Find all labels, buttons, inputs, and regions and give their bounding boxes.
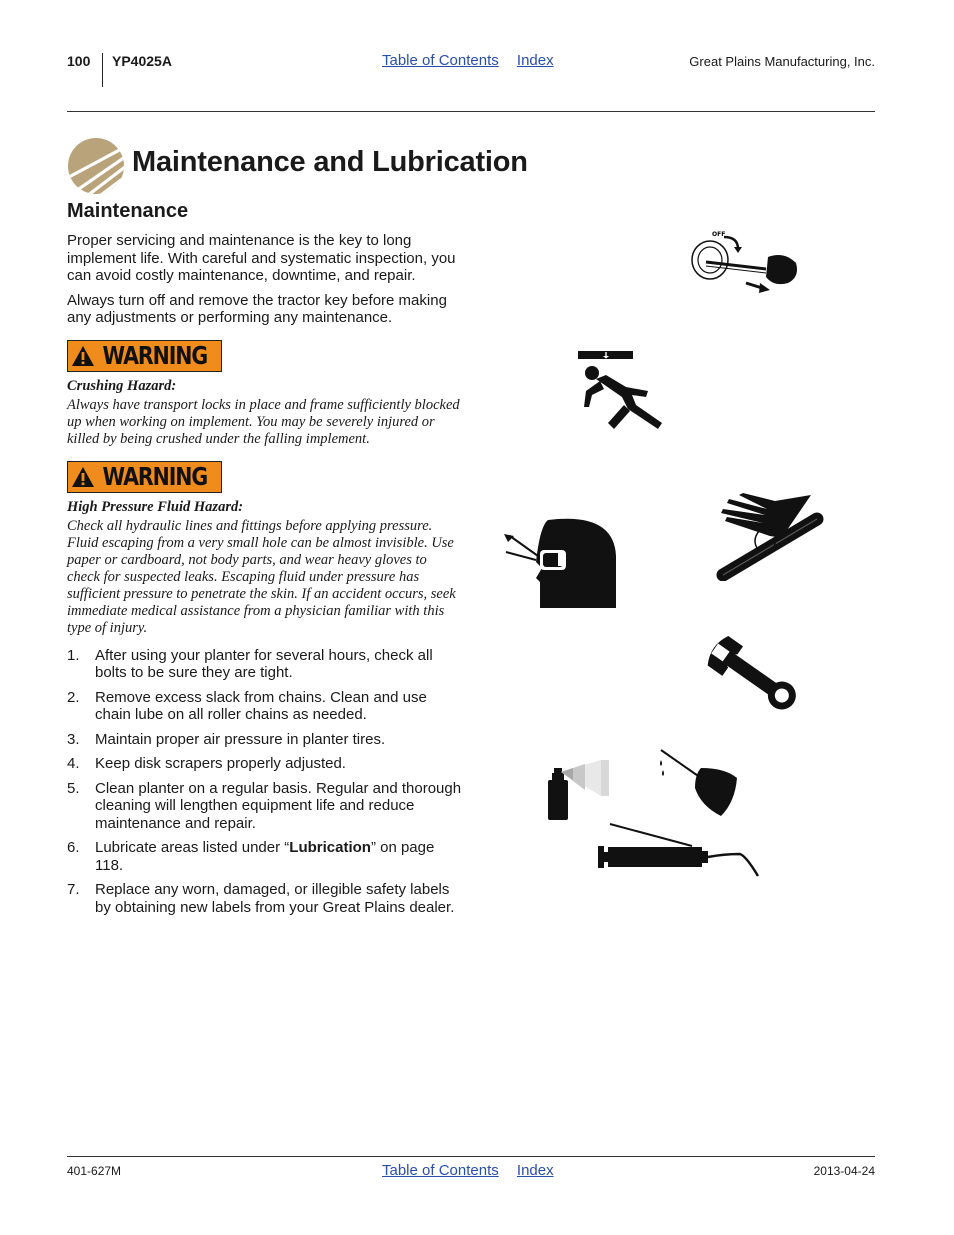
hazard-title: Crushing Hazard:	[67, 377, 177, 394]
warning-triangle-icon	[71, 345, 95, 367]
footer-nav	[382, 1162, 568, 1179]
hazard-text: Check all hydraulic lines and fittings before applying pressure. Fluid escaping from a very small hole can be almost invisible. Use paper or cardboard, not body parts, and wear heavy gloves to check for suspected leaks. Escaping fluid under pressure has sufficient pressure to penetrate the skin. If an accident occurs, seek immediate medical assistance from a physician familiar with this type of injury.	[67, 517, 456, 636]
list-item: 5. Clean planter on a regular basis. Regular and thorough cleaning will lengthen equipment life and reduce maintenance and repair.	[67, 779, 462, 832]
header-rule	[67, 111, 875, 112]
list-item: 6. Lubricate areas listed under “Lubrication” on page 118.	[67, 839, 435, 874]
hazard-title: High Pressure Fluid Hazard:	[67, 498, 244, 515]
footer-rule	[67, 1156, 875, 1157]
key-off-label: OFF	[712, 231, 726, 238]
section-heading: Maintenance	[67, 200, 189, 222]
header-divider	[102, 53, 103, 87]
header-nav	[382, 52, 568, 69]
intro-paragraph: Proper servicing and maintenance is the key to long implement life. With careful and systematic inspection, you can avoid costly maintenance, downtime, and repair.	[67, 232, 456, 284]
key-paragraph: Always turn off and remove the tractor key before making any adjustments or performing any maintenance.	[67, 291, 447, 326]
grease-gun-icon	[594, 820, 762, 880]
warning-label-crushing	[67, 340, 222, 372]
wrench-icon	[706, 636, 802, 716]
crushing-hazard-icon	[576, 349, 668, 437]
oil-can-icon	[657, 748, 741, 818]
model-number: YP4025A	[112, 53, 172, 69]
eye-protection-icon	[502, 516, 618, 610]
toc-link[interactable]: Table of Contents	[382, 52, 499, 69]
page-number: 100	[67, 53, 91, 69]
lubrication-reference: Lubrication	[289, 839, 371, 856]
toc-link[interactable]: Table of Contents	[382, 1162, 499, 1179]
warning-label-fluid	[67, 461, 222, 493]
maintenance-section	[67, 200, 462, 923]
spray-can-icon	[545, 756, 613, 822]
warning-word: WARNING	[102, 462, 207, 491]
revision-date: 2013-04-24	[813, 1164, 875, 1178]
document-number: 401-627M	[67, 1164, 122, 1178]
warning-triangle-icon	[71, 466, 95, 488]
list-item: 3. Maintain proper air pressure in planter tires.	[67, 730, 386, 748]
great-plains-logo-icon	[67, 137, 125, 195]
list-item: 2. Remove excess slack from chains. Clean and use chain lube on all roller chains as needed.	[67, 688, 427, 723]
ignition-key-icon	[688, 225, 803, 297]
list-item: 4. Keep disk scrapers properly adjusted.	[67, 755, 346, 772]
maintenance-steps	[67, 647, 462, 917]
list-item: 1. After using your planter for several hours, check all bolts to be sure they are tight.	[67, 646, 433, 681]
page-title: Maintenance and Lubrication	[132, 146, 528, 178]
list-item: 7. Replace any worn, damaged, or illegible safety labels by obtaining new labels from your Great Plains dealer.	[67, 881, 455, 916]
warning-word: WARNING	[102, 341, 207, 370]
index-link[interactable]: Index	[516, 1162, 554, 1179]
company-name: Great Plains Manufacturing, Inc.	[689, 54, 875, 69]
high-pressure-fluid-icon	[715, 493, 825, 581]
index-link[interactable]: Index	[516, 52, 554, 69]
hazard-text: Always have transport locks in place and frame sufficiently blocked up when working on implement. You may be severely injured or killed by being crushed under the falling implement.	[67, 396, 460, 447]
